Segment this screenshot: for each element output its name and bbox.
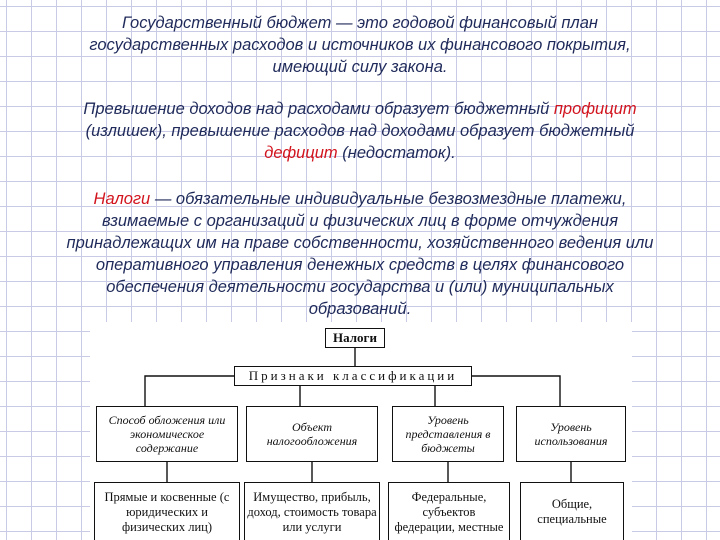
leaf-federal-regional-local-node: Федеральные, субъектов федерации, местные <box>388 482 510 540</box>
surplus-term: профицит <box>553 100 637 118</box>
taxes-root-node: Налоги <box>325 328 385 348</box>
category-tax-object-node: Объект налогообложения <box>246 406 378 462</box>
surplus-deficit-paragraph <box>0 98 720 164</box>
taxes-definition-line: образований. <box>308 300 412 318</box>
connector-classification-to-cat1 <box>145 376 234 406</box>
classification-criteria-node: Признаки классификации <box>234 366 472 386</box>
taxes-definition-line: принадлежащих им на праве собственности, хозяйственного ведения или <box>66 234 654 252</box>
budget-definition-line: Государственный бюджет — это годовой финансовый план <box>122 14 598 32</box>
category-usage-level-node: Уровень использования <box>516 406 626 462</box>
budget-definition-paragraph <box>0 12 720 78</box>
taxes-definition-line: оперативного управления денежных средств в целях финансового <box>95 256 625 274</box>
connector-classification-to-cat4 <box>472 376 560 406</box>
taxes-definition-text: — обязательные индивидуальные безвозмездные платежи, <box>150 190 627 208</box>
taxes-definition-line: обеспечения деятельности государства и (или) муниципальных <box>106 278 614 296</box>
leaf-property-income-node: Имущество, прибыль, доход, стоимость товара или услуги <box>244 482 380 540</box>
surplus-deficit-text: (недостаток). <box>337 144 456 162</box>
tax-classification-diagram <box>90 322 632 540</box>
taxes-definition-line: взимаемые с организаций и физических лиц в форме отчуждения <box>101 212 619 230</box>
deficit-term: дефицит <box>264 144 338 162</box>
surplus-deficit-text: Превышение доходов над расходами образует бюджетный <box>83 100 554 118</box>
leaf-general-special-node: Общие, специальные <box>520 482 624 540</box>
category-taxation-method-node: Способ обложения или экономическое содержание <box>96 406 238 462</box>
taxes-term: Налоги <box>93 190 151 208</box>
budget-definition-line: имеющий силу закона. <box>272 58 448 76</box>
leaf-direct-indirect-node: Прямые и косвенные (с юридических и физических лиц) <box>94 482 240 540</box>
budget-definition-line: государственных расходов и источников их финансового покрытия, <box>89 36 631 54</box>
surplus-deficit-text: (излишек), превышение расходов над доходами образует бюджетный <box>85 122 635 140</box>
category-budget-level-node: Уровень представления в бюджеты <box>392 406 504 462</box>
taxes-definition-paragraph <box>0 188 720 320</box>
